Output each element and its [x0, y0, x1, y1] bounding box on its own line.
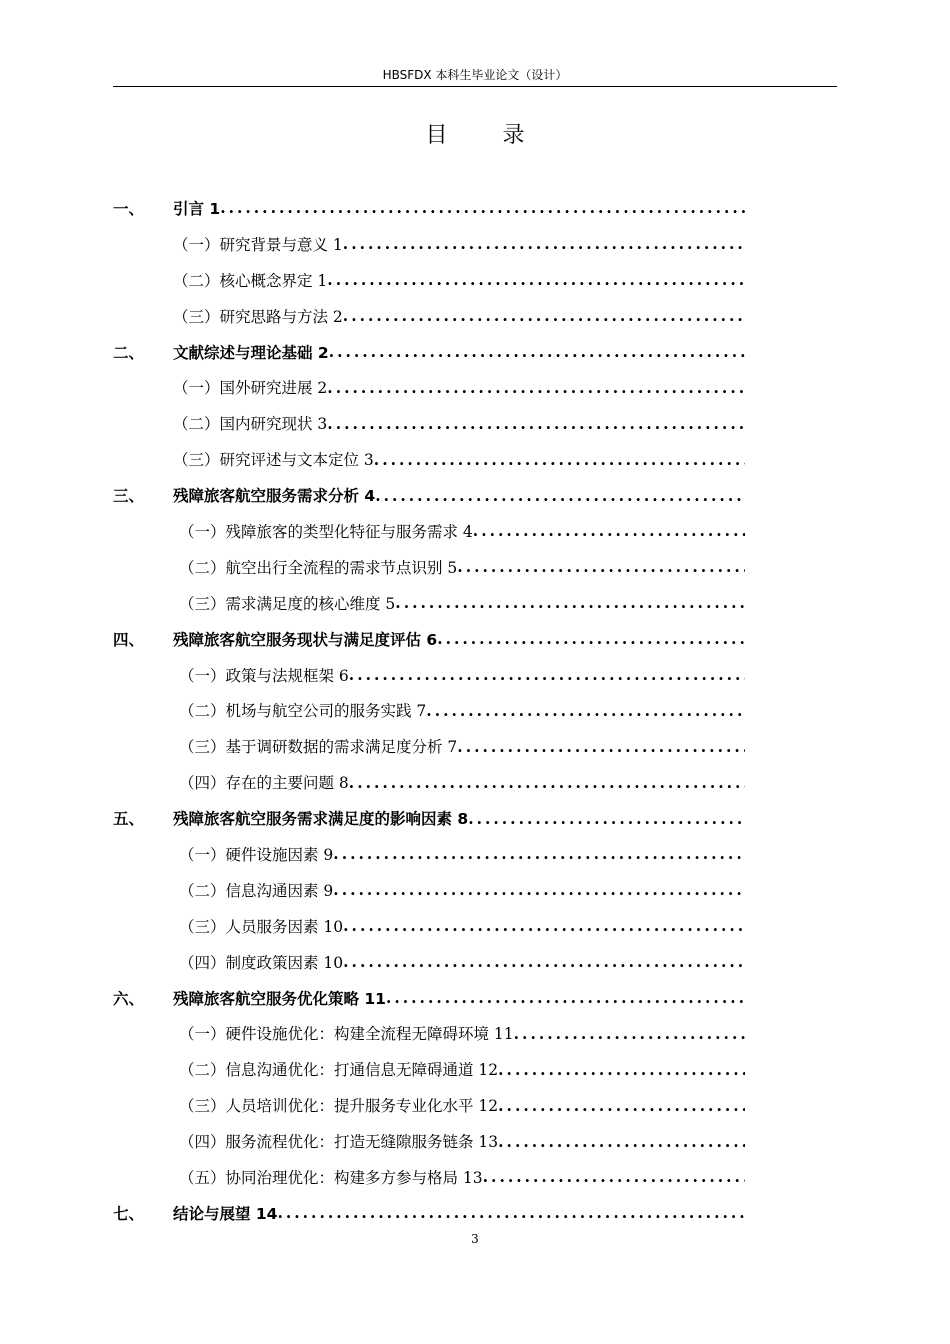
- toc-entry-4[interactable]: [113, 621, 745, 657]
- toc-number: 一、: [113, 199, 145, 218]
- toc-leader-dots: [498, 1060, 745, 1079]
- toc-leader-dots: [349, 665, 745, 684]
- toc-entry-1-3[interactable]: [113, 298, 745, 334]
- toc-leader-dots: [277, 1203, 745, 1222]
- toc-leader-dots: [327, 378, 745, 397]
- toc-leader-dots: [457, 557, 745, 576]
- toc-entry-3-2[interactable]: [113, 549, 745, 585]
- toc-entry-title: （二）核心概念界定 1: [173, 271, 328, 290]
- toc-entry-6-1[interactable]: [113, 1015, 745, 1051]
- toc-entry-6-5[interactable]: [113, 1159, 745, 1195]
- toc-entry-title: 残障旅客航空服务优化策略 11: [173, 989, 386, 1008]
- toc-entry-6[interactable]: [113, 980, 745, 1016]
- toc-entry-title: （三）研究思路与方法 2: [173, 307, 343, 326]
- toc-entry-title: （二）航空出行全流程的需求节点识别 5: [179, 558, 458, 577]
- toc-entry-4-1[interactable]: [113, 657, 745, 693]
- toc-entry-title: （三）基于调研数据的需求满足度分析 7: [179, 738, 458, 757]
- toc-entry-6-2[interactable]: [113, 1051, 745, 1087]
- toc-number: 六、: [113, 989, 145, 1008]
- toc-entry-5-1[interactable]: [113, 836, 745, 872]
- toc-entry-3-3[interactable]: [113, 585, 745, 621]
- toc-entry-5-3[interactable]: [113, 908, 745, 944]
- page-number: 3: [471, 1232, 479, 1246]
- toc-entry-2-2[interactable]: [113, 405, 745, 441]
- toc-entry-title: （二）机场与航空公司的服务实践 7: [179, 702, 427, 721]
- toc-entry-2-3[interactable]: [113, 441, 745, 477]
- toc-leader-dots: [343, 234, 745, 253]
- toc-entry-2[interactable]: [113, 334, 745, 370]
- toc-entry-title: 残障旅客航空服务需求满足度的影响因素 8: [173, 810, 469, 829]
- toc-entry-title: 结论与展望 14: [173, 1204, 278, 1223]
- toc-title: 目 录: [425, 123, 549, 148]
- toc-entry-1-1[interactable]: [113, 226, 745, 262]
- toc-number: 三、: [113, 487, 145, 506]
- toc-entry-title: （二）国内研究现状 3: [173, 415, 328, 434]
- toc-leader-dots: [498, 1096, 745, 1115]
- toc-entry-title: （四）存在的主要问题 8: [179, 774, 349, 793]
- toc-leader-dots: [473, 521, 745, 540]
- toc-entry-title: （三）研究评述与文本定位 3: [173, 451, 374, 470]
- page-header: HBSFDX 本科生毕业论文（设计）: [113, 64, 837, 87]
- toc-leader-dots: [374, 450, 745, 469]
- toc-entry-title: （三）需求满足度的核心维度 5: [179, 594, 396, 613]
- toc-entry-7[interactable]: [113, 1195, 745, 1231]
- toc-leader-dots: [468, 809, 745, 828]
- toc-leader-dots: [343, 306, 745, 325]
- toc-number: 七、: [113, 1204, 145, 1223]
- toc-entry-title: 引言 1: [173, 199, 221, 218]
- toc-leader-dots: [333, 880, 745, 899]
- toc-entry-1-2[interactable]: [113, 262, 745, 298]
- toc-leader-dots: [498, 1132, 745, 1151]
- toc-leader-dots: [426, 701, 745, 720]
- toc-leader-dots: [457, 737, 745, 756]
- toc-entry-4-2[interactable]: [113, 692, 745, 728]
- toc-leader-dots: [375, 486, 745, 505]
- toc-leader-dots: [437, 629, 745, 648]
- toc-entry-title: 残障旅客航空服务需求分析 4: [173, 487, 376, 506]
- toc-entry-5-2[interactable]: [113, 872, 745, 908]
- toc-leader-dots: [327, 270, 745, 289]
- toc-number: 二、: [113, 343, 145, 362]
- toc-entry-title: （一）政策与法规框架 6: [179, 666, 349, 685]
- toc-entry-5[interactable]: [113, 800, 745, 836]
- toc-entry-3[interactable]: [113, 477, 745, 513]
- toc-entry-title: （三）人员服务因素 10: [179, 917, 344, 936]
- toc-entry-title: （一）残障旅客的类型化特征与服务需求 4: [179, 522, 473, 541]
- toc-entry-title: （一）硬件设施优化：构建全流程无障碍环境 11: [179, 1025, 514, 1044]
- toc-leader-dots: [327, 414, 745, 433]
- toc-entry-title: （四）制度政策因素 10: [179, 953, 344, 972]
- toc-entry-title: （三）人员培训优化：提升服务专业化水平 12: [179, 1097, 499, 1116]
- toc-entry-4-3[interactable]: [113, 728, 745, 764]
- toc-entry-title: （一）国外研究进展 2: [173, 379, 328, 398]
- toc-leader-dots: [514, 1024, 745, 1043]
- toc-entry-title: （五）协同治理优化：构建多方参与格局 13: [179, 1168, 483, 1187]
- toc-leader-dots: [333, 844, 745, 863]
- toc-leader-dots: [386, 988, 745, 1007]
- toc-entry-2-1[interactable]: [113, 369, 745, 405]
- toc-entry-3-1[interactable]: [113, 513, 745, 549]
- toc-leader-dots: [343, 952, 745, 971]
- toc-leader-dots: [343, 916, 745, 935]
- toc-entry-1[interactable]: [113, 190, 745, 226]
- toc-leader-dots: [483, 1167, 745, 1186]
- toc-number: 五、: [113, 810, 145, 829]
- table-of-contents: [113, 190, 745, 1231]
- toc-leader-dots: [329, 342, 745, 361]
- toc-entry-6-4[interactable]: [113, 1123, 745, 1159]
- toc-leader-dots: [349, 773, 745, 792]
- toc-entry-title: （一）硬件设施因素 9: [179, 845, 334, 864]
- toc-entry-5-4[interactable]: [113, 944, 745, 980]
- toc-entry-4-4[interactable]: [113, 764, 745, 800]
- toc-entry-6-3[interactable]: [113, 1087, 745, 1123]
- toc-entry-title: （一）研究背景与意义 1: [173, 235, 343, 254]
- toc-entry-title: （四）服务流程优化：打造无缝隙服务链条 13: [179, 1133, 499, 1152]
- toc-entry-title: （二）信息沟通优化：打通信息无障碍通道 12: [179, 1061, 499, 1080]
- toc-entry-title: 文献综述与理论基础 2: [173, 343, 329, 362]
- toc-leader-dots: [220, 198, 745, 217]
- toc-entry-title: （二）信息沟通因素 9: [179, 881, 334, 900]
- toc-number: 四、: [113, 630, 145, 649]
- toc-entry-title: 残障旅客航空服务现状与满足度评估 6: [173, 630, 438, 649]
- toc-leader-dots: [395, 593, 745, 612]
